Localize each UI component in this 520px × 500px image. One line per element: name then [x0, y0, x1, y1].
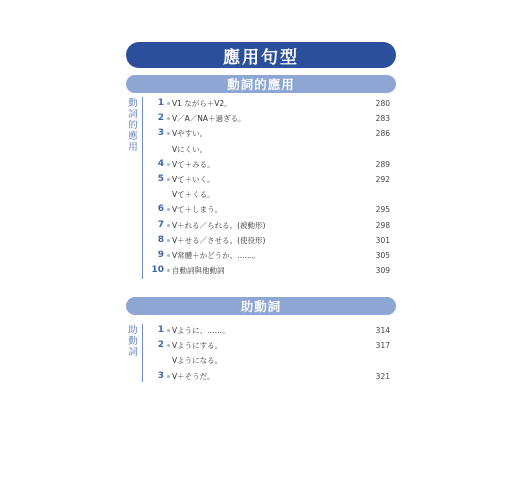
- entry-page: 298: [375, 220, 390, 230]
- main-title-banner: [126, 42, 396, 68]
- entry-text: Vて＋くる。: [172, 190, 215, 200]
- entry-text: Vにくい。: [172, 144, 208, 154]
- entry-page: 321: [375, 371, 390, 381]
- entry-number: 3: [157, 128, 164, 139]
- bullet-dot: [167, 254, 170, 257]
- toc-entry[interactable]: [150, 218, 390, 233]
- entry-text: V／A／NA＋過ぎる。: [172, 114, 246, 124]
- entry-text: V＋そうだ。: [172, 371, 215, 381]
- entry-text: Vように、……。: [172, 326, 230, 335]
- entry-number: 2: [157, 340, 164, 351]
- bullet-dot: [167, 329, 170, 332]
- toc-entry[interactable]: [150, 338, 390, 353]
- section-divider: [142, 97, 143, 279]
- bullet-dot: [167, 224, 170, 227]
- section-title: 助動詞: [240, 299, 282, 314]
- entry-page: 280: [375, 99, 390, 108]
- bullet-dot: [167, 102, 170, 105]
- bullet-dot: [167, 269, 170, 272]
- toc-entry[interactable]: [150, 142, 390, 157]
- entry-text: Vて＋みる。: [172, 159, 215, 169]
- section-side-label: 動詞的應用: [128, 98, 138, 153]
- toc-entry[interactable]: [150, 323, 390, 338]
- entry-page: 289: [375, 159, 390, 169]
- entry-text: Vて＋いく。: [172, 174, 215, 184]
- entry-text: 自動詞與他動詞: [172, 266, 225, 276]
- entry-number: 10: [151, 265, 164, 276]
- entry-page: 301: [375, 235, 390, 245]
- bullet-dot: [167, 178, 170, 181]
- toc-list-auxiliary: [150, 323, 390, 384]
- toc-entry[interactable]: [150, 248, 390, 263]
- toc-entry[interactable]: [150, 263, 390, 278]
- entry-number: 1: [157, 325, 164, 335]
- entry-text: V1 ながら＋V2。: [172, 99, 232, 108]
- toc-entry[interactable]: [150, 202, 390, 217]
- entry-page: 305: [375, 250, 390, 260]
- bullet-dot: [167, 132, 170, 135]
- entry-text: Vやすい。: [172, 129, 208, 139]
- toc-entry[interactable]: [150, 96, 390, 111]
- section-side-label: 助動詞: [128, 325, 138, 358]
- toc-entry[interactable]: [150, 353, 390, 368]
- toc-entry[interactable]: [150, 126, 390, 141]
- entry-number: 6: [157, 204, 164, 215]
- entry-number: 9: [157, 249, 164, 260]
- entry-number: 1: [157, 98, 164, 108]
- toc-entry[interactable]: [150, 187, 390, 202]
- entry-page: 317: [375, 341, 390, 351]
- entry-number: 4: [157, 158, 164, 169]
- entry-page: 286: [375, 129, 390, 139]
- bullet-dot: [167, 239, 170, 242]
- entry-text: Vようになる。: [172, 356, 223, 366]
- entry-page: 295: [375, 205, 390, 215]
- section-divider: [142, 324, 143, 382]
- entry-text: V＋せる／させる。(使役形): [172, 235, 266, 245]
- bullet-dot: [167, 117, 170, 120]
- entry-page: 283: [375, 114, 390, 124]
- section-banner-auxiliary: [126, 297, 396, 315]
- toc-entry[interactable]: [150, 233, 390, 248]
- section-banner-verbs: [126, 75, 396, 93]
- toc-entry[interactable]: [150, 369, 390, 384]
- main-title: 應用句型: [223, 47, 299, 68]
- entry-number: 3: [157, 370, 164, 381]
- entry-number: 5: [157, 173, 164, 184]
- entry-text: Vて＋しまう。: [172, 205, 223, 215]
- entry-text: V＋れる／られる。(被動形): [172, 220, 266, 230]
- bullet-dot: [167, 163, 170, 166]
- entry-number: 8: [157, 234, 164, 245]
- bullet-dot: [167, 375, 170, 378]
- entry-page: 309: [375, 266, 390, 276]
- toc-entry[interactable]: [150, 157, 390, 172]
- entry-page: 314: [375, 326, 390, 335]
- bullet-dot: [167, 344, 170, 347]
- toc-entry[interactable]: [150, 111, 390, 126]
- section-title: 動詞的應用: [227, 77, 295, 92]
- entry-page: 292: [375, 174, 390, 184]
- entry-number: 2: [157, 113, 164, 124]
- toc-entry[interactable]: [150, 172, 390, 187]
- bullet-dot: [167, 208, 170, 211]
- toc-list-verbs: [150, 96, 390, 278]
- entry-text: V常體＋かどうか、……。: [172, 250, 260, 260]
- entry-text: Vようにする。: [172, 341, 223, 351]
- entry-number: 7: [157, 219, 164, 230]
